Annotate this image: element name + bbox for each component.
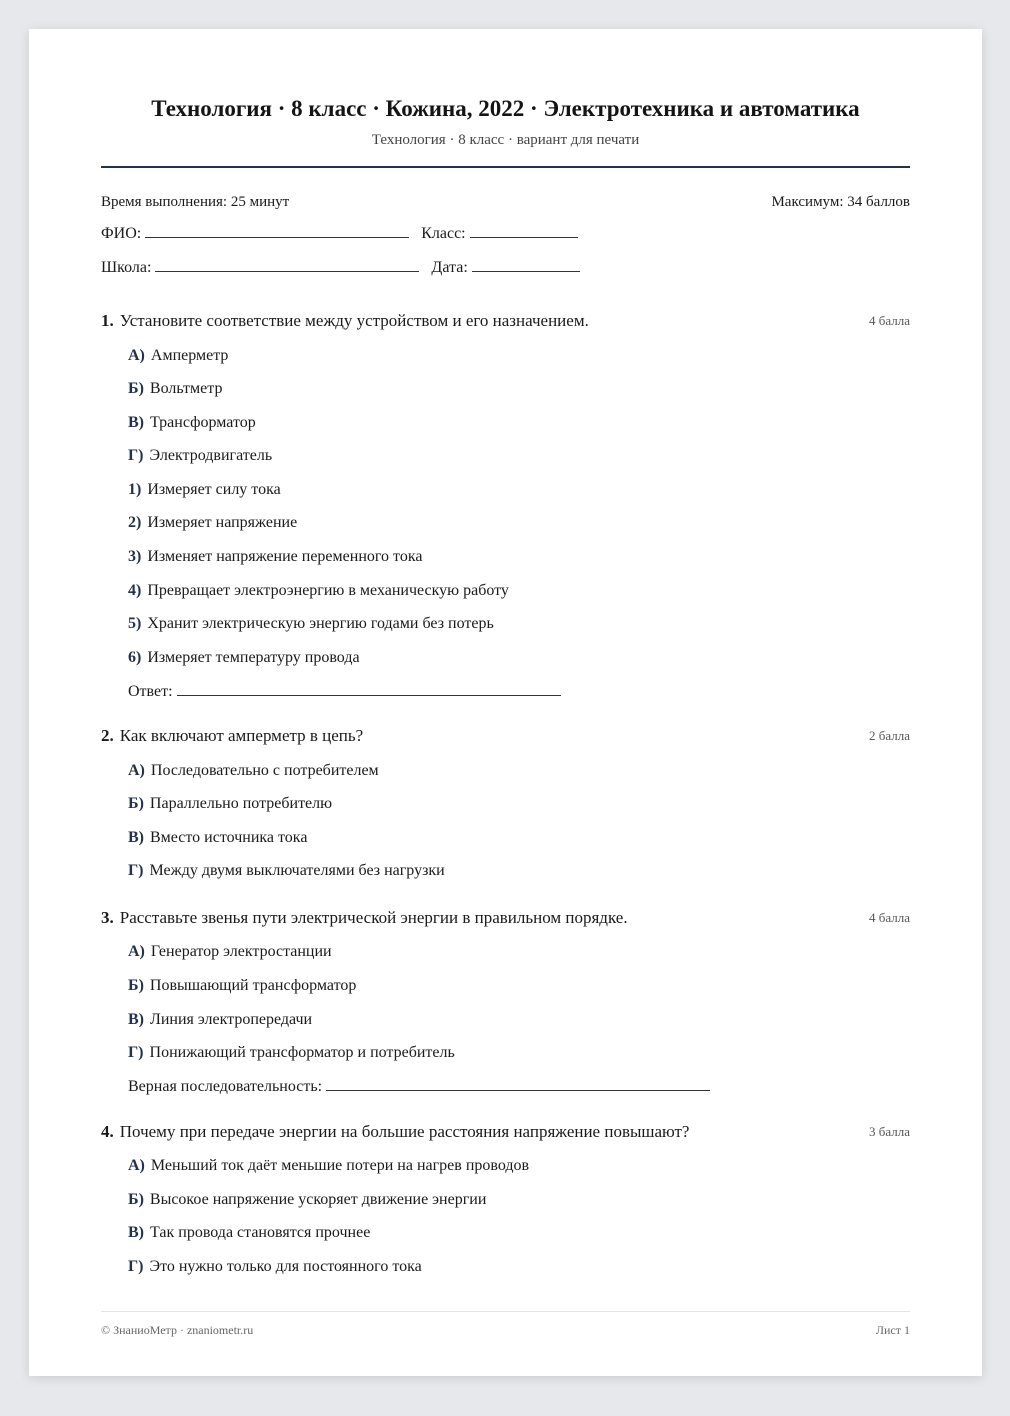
class-label: Класс: [421, 225, 466, 242]
option-item [128, 860, 445, 882]
option-text: Понижающий трансформатор и потребитель [149, 1044, 455, 1061]
option-text: Вместо источника тока [150, 829, 308, 846]
question-points: 3 балла [869, 1124, 910, 1139]
option-item [128, 1256, 422, 1278]
fio-blank[interactable] [145, 223, 409, 238]
option-item [128, 941, 332, 963]
student-fields-row-1 [101, 223, 910, 245]
date-label: Дата: [431, 259, 468, 276]
footer-copyright: © ЗнаниоМетр · znaniometr.ru [101, 1323, 254, 1337]
option-key: 2) [128, 514, 142, 531]
option-key: Г) [128, 862, 144, 879]
footer-divider [101, 1311, 910, 1312]
question-number: 4. [101, 1122, 114, 1141]
question-number: 3. [101, 908, 114, 927]
option-text: Вольтметр [149, 380, 223, 397]
option-key: 5) [128, 615, 142, 632]
option-item [128, 1042, 455, 1064]
question-2 [101, 724, 910, 748]
option-item [128, 412, 256, 434]
option-text: Превращает электроэнергию в механическую работу [147, 582, 509, 599]
question-text: Почему при передаче энергии на большие расстояния напряжение повышают? [119, 1122, 690, 1141]
option-text: Линия электропередачи [150, 1011, 313, 1028]
option-item [128, 975, 356, 997]
page-number: Лист 1 [875, 1323, 910, 1337]
option-item [128, 827, 307, 849]
option-key: Б) [128, 977, 144, 994]
question-number: 2. [101, 726, 114, 745]
school-label: Школа: [101, 259, 152, 276]
worksheet-page [29, 29, 982, 1376]
option-key: В) [128, 414, 144, 431]
option-key: Б) [128, 1191, 144, 1208]
option-text: Меньший ток даёт меньшие потери на нагрев проводов [150, 1157, 530, 1174]
option-item [128, 345, 228, 367]
option-text: Измеряет напряжение [147, 514, 298, 531]
question-points: 4 балла [869, 313, 910, 328]
option-text: Между двумя выключателями без нагрузки [149, 862, 445, 879]
option-text: Измеряет силу тока [147, 481, 281, 498]
answer-label: Ответ: [128, 683, 173, 700]
option-text: Это нужно только для постоянного тока [149, 1258, 422, 1275]
meta-row [101, 192, 910, 212]
max-score: Максимум: 34 баллов [771, 194, 910, 210]
option-item [128, 793, 332, 815]
option-key: А) [128, 1157, 145, 1174]
question-text: Как включают амперметр в цепь? [119, 726, 364, 745]
answer-line [128, 681, 569, 703]
option-key: В) [128, 1224, 144, 1241]
option-key: 4) [128, 582, 142, 599]
option-key: А) [128, 762, 145, 779]
question-text: Расставьте звенья пути электрической энергии в правильном порядке. [119, 908, 628, 927]
option-key: 3) [128, 548, 142, 565]
date-blank[interactable] [472, 257, 580, 272]
option-key: 6) [128, 649, 142, 666]
option-key: В) [128, 1011, 144, 1028]
option-key: Б) [128, 380, 144, 397]
option-text: Изменяет напряжение переменного тока [147, 548, 423, 565]
time-limit: Время выполнения: 25 минут [101, 194, 290, 210]
option-key: А) [128, 347, 145, 364]
option-text: Так провода становятся прочнее [150, 1224, 371, 1241]
page-title: Технология · 8 класс · Кожина, 2022 · Электротехника и автоматика [151, 96, 860, 121]
option-item [128, 479, 281, 501]
option-text: Трансформатор [150, 414, 256, 431]
option-item [128, 378, 222, 400]
option-text: Измеряет температуру провода [147, 649, 360, 666]
option-text: Параллельно потребителю [149, 795, 333, 812]
option-key: В) [128, 829, 144, 846]
worksheet-content [101, 29, 910, 1376]
page-footer [101, 1322, 910, 1338]
option-key: 1) [128, 481, 142, 498]
question-3 [101, 906, 910, 930]
option-key: Г) [128, 1258, 144, 1275]
question-4 [101, 1120, 910, 1144]
option-key: Г) [128, 1044, 144, 1061]
question-points: 2 балла [869, 728, 910, 743]
class-blank[interactable] [470, 223, 578, 238]
question-1 [101, 309, 910, 333]
option-item [128, 580, 509, 602]
option-text: Хранит электрическую энергию годами без потерь [147, 615, 494, 632]
option-text: Повышающий трансформатор [149, 977, 357, 994]
option-item [128, 1189, 486, 1211]
option-key: Г) [128, 447, 144, 464]
option-text: Электродвигатель [149, 447, 273, 464]
question-points: 4 балла [869, 910, 910, 925]
option-key: А) [128, 943, 145, 960]
option-item [128, 760, 379, 782]
option-text: Генератор электростанции [150, 943, 332, 960]
option-item [128, 445, 272, 467]
option-item [128, 647, 360, 669]
option-item [128, 1155, 529, 1177]
option-item [128, 1222, 370, 1244]
answer-label: Верная последовательность: [128, 1078, 323, 1095]
school-blank[interactable] [155, 257, 419, 272]
answer-blank[interactable] [326, 1076, 710, 1091]
answer-blank[interactable] [177, 681, 561, 696]
sequence-answer-line [128, 1076, 718, 1098]
question-text: Установите соответствие между устройством и его назначением. [119, 311, 589, 330]
option-text: Амперметр [150, 347, 229, 364]
student-fields-row-2 [101, 257, 910, 279]
option-item [128, 613, 494, 635]
option-text: Последовательно с потребителем [150, 762, 379, 779]
page-subtitle: Технология · 8 класс · вариант для печати [371, 132, 640, 148]
option-key: Б) [128, 795, 144, 812]
header-divider [101, 166, 910, 168]
option-item [128, 512, 297, 534]
option-item [128, 1009, 312, 1031]
option-item [128, 546, 422, 568]
fio-label: ФИО: [101, 225, 142, 242]
question-number: 1. [101, 311, 114, 330]
option-text: Высокое напряжение ускоряет движение энергии [149, 1191, 487, 1208]
